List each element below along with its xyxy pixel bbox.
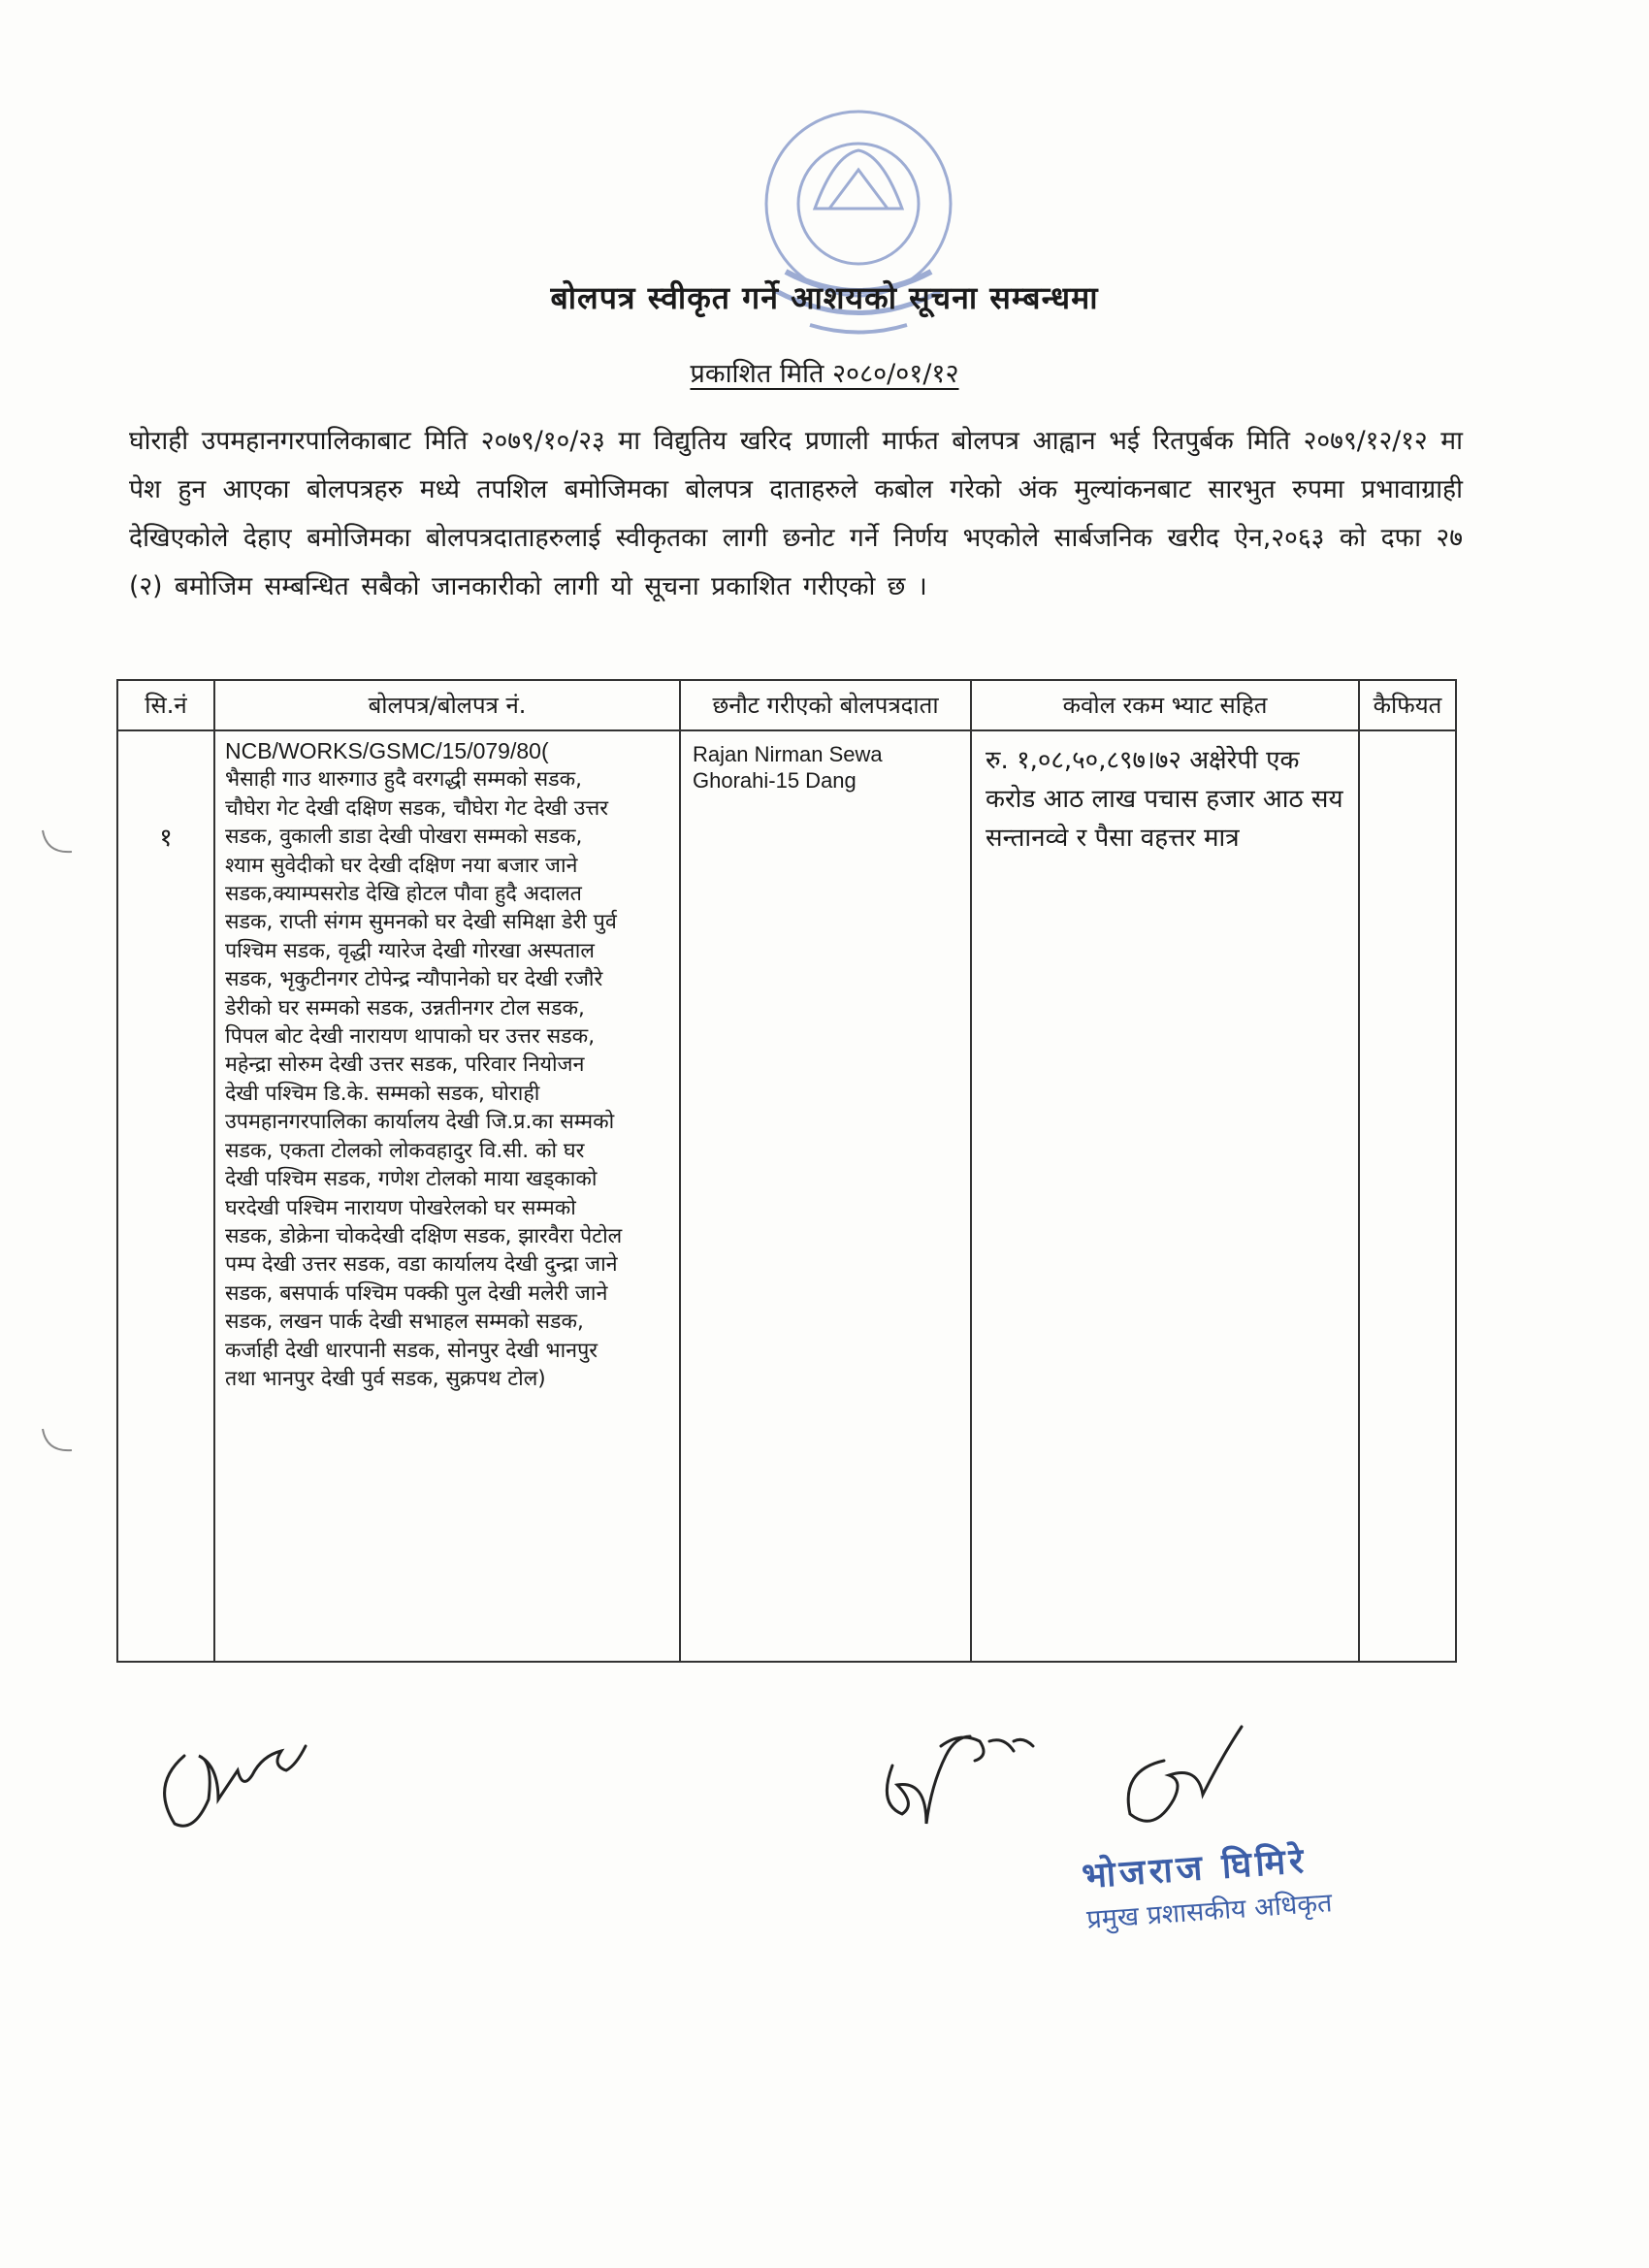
row-bid-number: NCB/WORKS/GSMC/15/079/80( (225, 738, 549, 763)
punch-hole (39, 1421, 76, 1458)
notice-title: बोलपत्र स्वीकृत गर्ने आशयको सूचना सम्बन्धमा (550, 279, 1099, 316)
header-remarks: कैफियत (1359, 680, 1456, 730)
officer-stamp-name: भोजराज घिमिरे (1080, 1840, 1310, 1897)
notice-paragraph: घोराही उपमहानगरपालिकाबाट मिति २०७९/१०/२३ मा विद्युतिय खरिद प्रणाली मार्फत बोलपत्र आह्वान भई रितपुर्बक मिति २०७९/१२/१२ मा पेश हुन आएका बोलपत्रहरु मध्ये तपशिल बमोजिमका बोलपत्र दाताहरुले कबोल गरेको अंक मुल्यांकनबाट सारभुत रुपमा प्रभावाग्राही देखिएकोले देहाए बमोजिमका बोलपत्रदाताहरुलाई स्वीकृतका लागी छनोट गर्ने निर्णय भएकोले सार्बजनिक खरीद ऐन,२०६३ को दफा २७ (२) बमोजिम सम्बन्धित सबैको जानकारीको लागी यो सूचना प्रकाशित गरीएको छ । (129, 426, 1463, 601)
bid-table (116, 679, 1457, 1663)
punch-hole (39, 823, 76, 859)
row-description-cell (214, 730, 680, 1662)
row-description: भैसाही गाउ थारुगाउ हुदै वरगद्धी सम्मको सडक, चौघेरा गेट देखी दक्षिण सडक, चौघेरा गेट देखी उत्तर सडक, वुकाली डाडा देखी पोखरा सम्मको सडक, श्याम सुवेदीको घर देखी दक्षिण नया बजार जाने सडक,क्याम्पसरोड देखि होटल पौवा हुदै अदालत सडक, राप्ती संगम सुमनको घर देखी समिक्षा डेरी पुर्व पश्चिम सडक, वृद्धी ग्यारेज देखी गोरखा अस्पताल सडक, भृकुटीनगर टोपेन्द्र न्यौपानेको घर देखी रजौरे डेरीको घर सम्मको सडक, उन्नतीनगर टोल सडक, पिपल बोट देखी नारायण थापाको घर उत्तर सडक, महेन्द्रा सोरुम देखी उत्तर सडक, परिवार नियोजन देखी पश्चिम डि.के. सम्मको सडक, घोराही उपमहानगरपालिका कार्यालय देखी जि.प्र.का सम्मको सडक, एकता टोलको लोकवहादुर वि.सी. को घर देखी पश्चिम सडक, गणेश टोलको माया खड्काको घरदेखी पश्चिम नारायण पोखरेलको घर सम्मको सडक, डोक्रेना चोकदेखी दक्षिण सडक, झारवैरा पेटोल पम्प देखी उत्तर सडक, वडा कार्यालय देखी दुन्द्रा जाने सडक, बसपार्क पश्चिम पक्की पुल देखी मलेरी जाने सडक, लखन पार्क देखी सभाहल सम्मको सडक, कर्जाही देखी धारपानी सडक, सोनपुर देखी भानपुर तथा भानपुर देखी पुर्व सडक, सुक्रपथ टोल) (225, 767, 623, 1391)
published-date: प्रकाशित मिति २०८०/०१/१२ (690, 359, 959, 389)
row-remarks (1359, 730, 1456, 1662)
officer-stamp-title: प्रमुख प्रशासकीय अधिकृत (1085, 1888, 1334, 1935)
row-bidder: Rajan Nirman Sewa Ghorahi-15 Dang (680, 730, 971, 1662)
row-amount: रु. १,०८,५०,८९७।७२ अक्षेरेपी एक करोड आठ लाख पचास हजार आठ सय सन्तानव्वे र पैसा वहत्तर मात्र (971, 730, 1359, 1662)
header-bidder: छनौट गरीएको बोलपत्रदाता (680, 680, 971, 730)
signature-middle (854, 1707, 1048, 1853)
table-header-row (117, 680, 1456, 730)
header-bid-no: बोलपत्र/बोलपत्र नं. (214, 680, 680, 730)
row-sn: १ (117, 730, 214, 1662)
signature-left (146, 1717, 330, 1843)
signature-right (1086, 1712, 1261, 1858)
header-sn: सि.नं (117, 680, 214, 730)
table-row (117, 730, 1456, 1662)
header-amount: कवोल रकम भ्याट सहित (971, 680, 1359, 730)
